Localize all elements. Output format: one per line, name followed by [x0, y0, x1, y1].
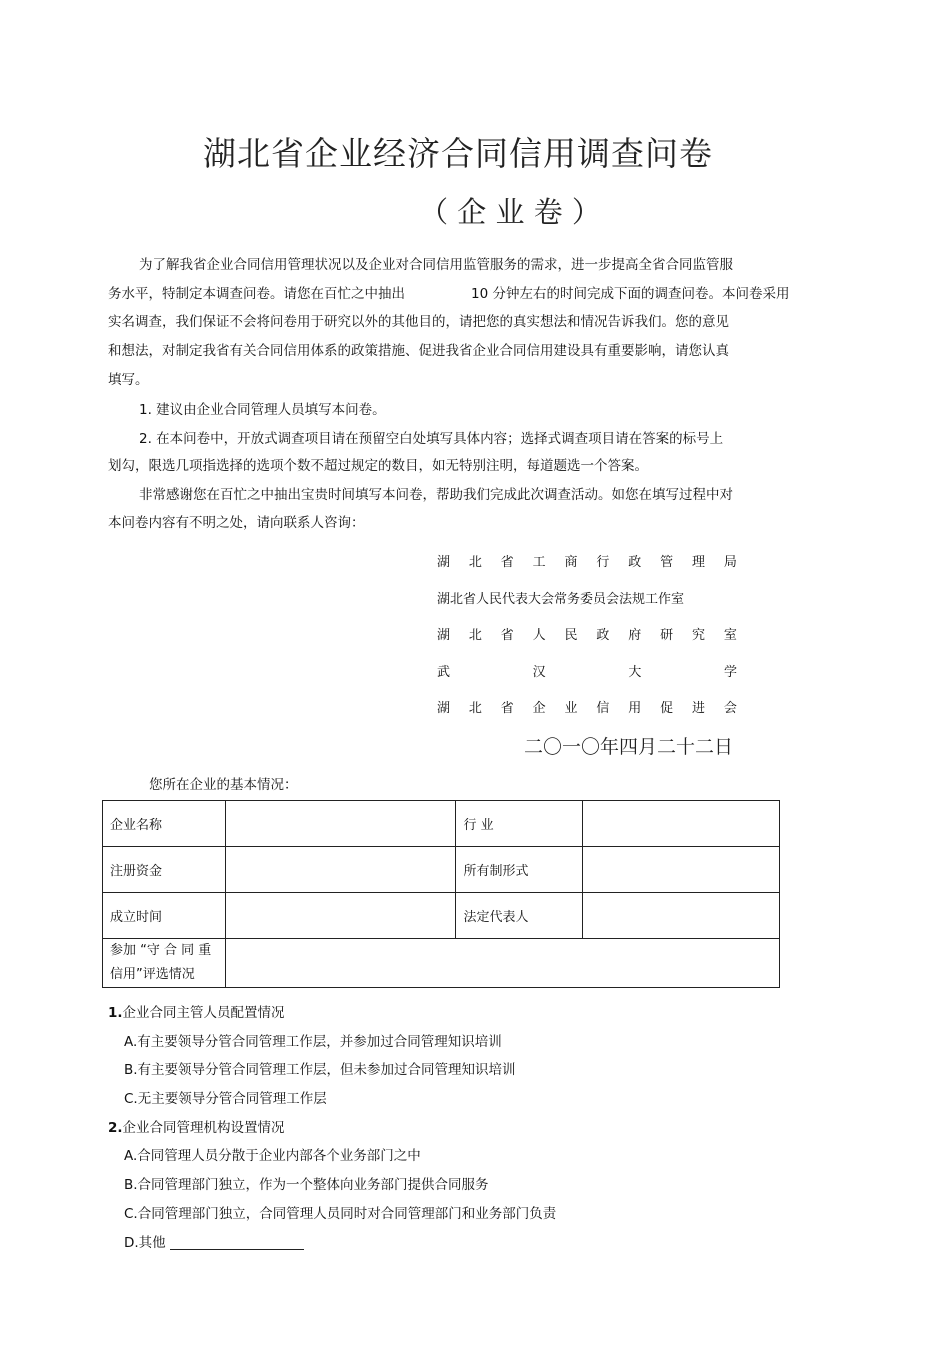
note-2-line-2: 划勾，限选几项指选择的选项个数不超过规定的数目，如无特别注明，每道题选一个答案。 — [108, 458, 648, 474]
org-4-char: 大 — [628, 665, 642, 680]
org-4-char: 武 — [437, 665, 451, 680]
org-5 — [437, 697, 737, 716]
org-5-char: 北 — [468, 701, 482, 716]
credit-evaluation-label-line-2: 信用”评选情况 — [110, 967, 195, 982]
org-1-char: 政 — [628, 555, 642, 570]
question-2-option-d-label: D.其他 — [124, 1235, 166, 1251]
ownership-form-label: 所有制形式 — [456, 847, 583, 893]
org-3-char: 民 — [564, 628, 578, 643]
org-5-char: 业 — [564, 701, 578, 716]
document-title: 湖北省企业经济合同信用调查问卷 — [203, 134, 713, 173]
org-1 — [437, 551, 737, 570]
org-5-char: 信 — [596, 701, 610, 716]
org-3-char: 人 — [532, 628, 546, 643]
org-3-char: 北 — [468, 628, 482, 643]
org-3-char: 省 — [500, 628, 514, 643]
industry-label: 行 业 — [456, 801, 583, 847]
org-5-char: 促 — [660, 701, 674, 716]
credit-evaluation-label — [103, 939, 226, 988]
org-3-char: 政 — [596, 628, 610, 643]
org-1-char: 湖 — [437, 555, 451, 570]
question-2 — [108, 1116, 285, 1136]
table-row — [103, 939, 780, 988]
org-5-char: 会 — [723, 701, 737, 716]
org-5-char: 省 — [500, 701, 514, 716]
question-1-option-a[interactable]: A.有主要领导分管合同管理工作层，并参加过合同管理知识培训 — [124, 1034, 502, 1050]
org-5-char: 用 — [628, 701, 642, 716]
table-row — [103, 801, 780, 847]
question-1 — [108, 1001, 285, 1021]
legal-representative-label: 法定代表人 — [456, 893, 583, 939]
question-2-text: 企业合同管理机构设置情况 — [122, 1120, 285, 1136]
org-1-char: 工 — [532, 555, 546, 570]
intro-line-2b: 10 分钟左右的时间完成下面的调查问卷。本问卷采用 — [471, 286, 790, 302]
org-3-char: 湖 — [437, 628, 451, 643]
ownership-form-field[interactable] — [583, 847, 780, 893]
credit-evaluation-label-line-1: 参加 “守 合 同 重 — [110, 943, 212, 958]
org-1-char: 管 — [660, 555, 674, 570]
question-1-option-b[interactable]: B.有主要领导分管合同管理工作层，但未参加过合同管理知识培训 — [124, 1062, 516, 1078]
org-3-char: 府 — [628, 628, 642, 643]
table-row — [103, 893, 780, 939]
org-3-char: 研 — [660, 628, 674, 643]
org-4-char: 汉 — [532, 665, 546, 680]
org-4 — [437, 661, 737, 680]
company-name-field[interactable] — [225, 801, 456, 847]
document-subtitle: （ 企 业 卷 ） — [419, 195, 601, 229]
legal-representative-field[interactable] — [583, 893, 780, 939]
intro-line-4: 和想法，对制定我省有关合同信用体系的政策措施、促进我省企业合同信用建设具有重要影响，请您认真 — [108, 343, 729, 359]
registered-capital-label: 注册资金 — [103, 847, 226, 893]
org-5-char: 进 — [692, 701, 706, 716]
industry-field[interactable] — [583, 801, 780, 847]
registered-capital-field[interactable] — [225, 847, 456, 893]
basic-info-heading: 您所在企业的基本情况： — [149, 777, 298, 793]
org-1-char: 行 — [596, 555, 610, 570]
question-2-option-d[interactable] — [124, 1231, 304, 1251]
org-1-char: 北 — [468, 555, 482, 570]
founding-date-label: 成立时间 — [103, 893, 226, 939]
question-1-text: 企业合同主管人员配置情况 — [122, 1005, 285, 1021]
intro-line-3: 实名调查，我们保证不会将问卷用于研究以外的其他目的，请把您的真实想法和情况告诉我们。您的意见 — [108, 314, 729, 330]
thanks-line-1: 非常感谢您在百忙之中抽出宝贵时间填写本问卷，帮助我们完成此次调查活动。如您在填写过程中对 — [139, 487, 733, 503]
org-3-char: 室 — [723, 628, 737, 643]
org-3-char: 究 — [692, 628, 706, 643]
org-3 — [437, 624, 737, 643]
question-1-number: 1. — [108, 1005, 123, 1021]
question-2-option-a[interactable]: A.合同管理人员分散于企业内部各个业务部门之中 — [124, 1148, 421, 1164]
company-name-label: 企业名称 — [103, 801, 226, 847]
question-2-option-b[interactable]: B.合同管理部门独立，作为一个整体向业务部门提供合同服务 — [124, 1177, 489, 1193]
table-row — [103, 847, 780, 893]
thanks-line-2: 本问卷内容有不明之处，请向联系人咨询： — [108, 515, 365, 531]
basic-info-table — [102, 800, 780, 988]
org-5-char: 湖 — [437, 701, 451, 716]
intro-line-5: 填写。 — [108, 372, 149, 388]
org-5-char: 企 — [532, 701, 546, 716]
credit-evaluation-field[interactable] — [225, 939, 779, 988]
document-date: 二〇一〇年四月二十二日 — [524, 736, 734, 758]
question-2-option-c[interactable]: C.合同管理部门独立，合同管理人员同时对合同管理部门和业务部门负责 — [124, 1206, 557, 1222]
intro-line-1: 为了解我省企业合同信用管理状况以及企业对合同信用监管服务的需求，进一步提高全省合同监管服 — [139, 257, 733, 273]
note-1: 1. 建议由企业合同管理人员填写本问卷。 — [139, 402, 386, 418]
founding-date-field[interactable] — [225, 893, 456, 939]
note-2-line-1: 2. 在本问卷中，开放式调查项目请在预留空白处填写具体内容；选择式调查项目请在答案的标号上 — [139, 431, 724, 447]
question-2-number: 2. — [108, 1120, 123, 1136]
other-fill-in-blank[interactable] — [170, 1248, 304, 1250]
org-2: 湖北省人民代表大会常务委员会法规工作室 — [437, 592, 685, 607]
org-4-char: 学 — [723, 665, 737, 680]
intro-line-2a: 务水平，特制定本调查问卷。请您在百忙之中抽出 — [108, 286, 405, 302]
org-1-char: 省 — [500, 555, 514, 570]
org-1-char: 商 — [564, 555, 578, 570]
org-1-char: 局 — [723, 555, 737, 570]
org-1-char: 理 — [692, 555, 706, 570]
question-1-option-c[interactable]: C.无主要领导分管合同管理工作层 — [124, 1091, 327, 1107]
